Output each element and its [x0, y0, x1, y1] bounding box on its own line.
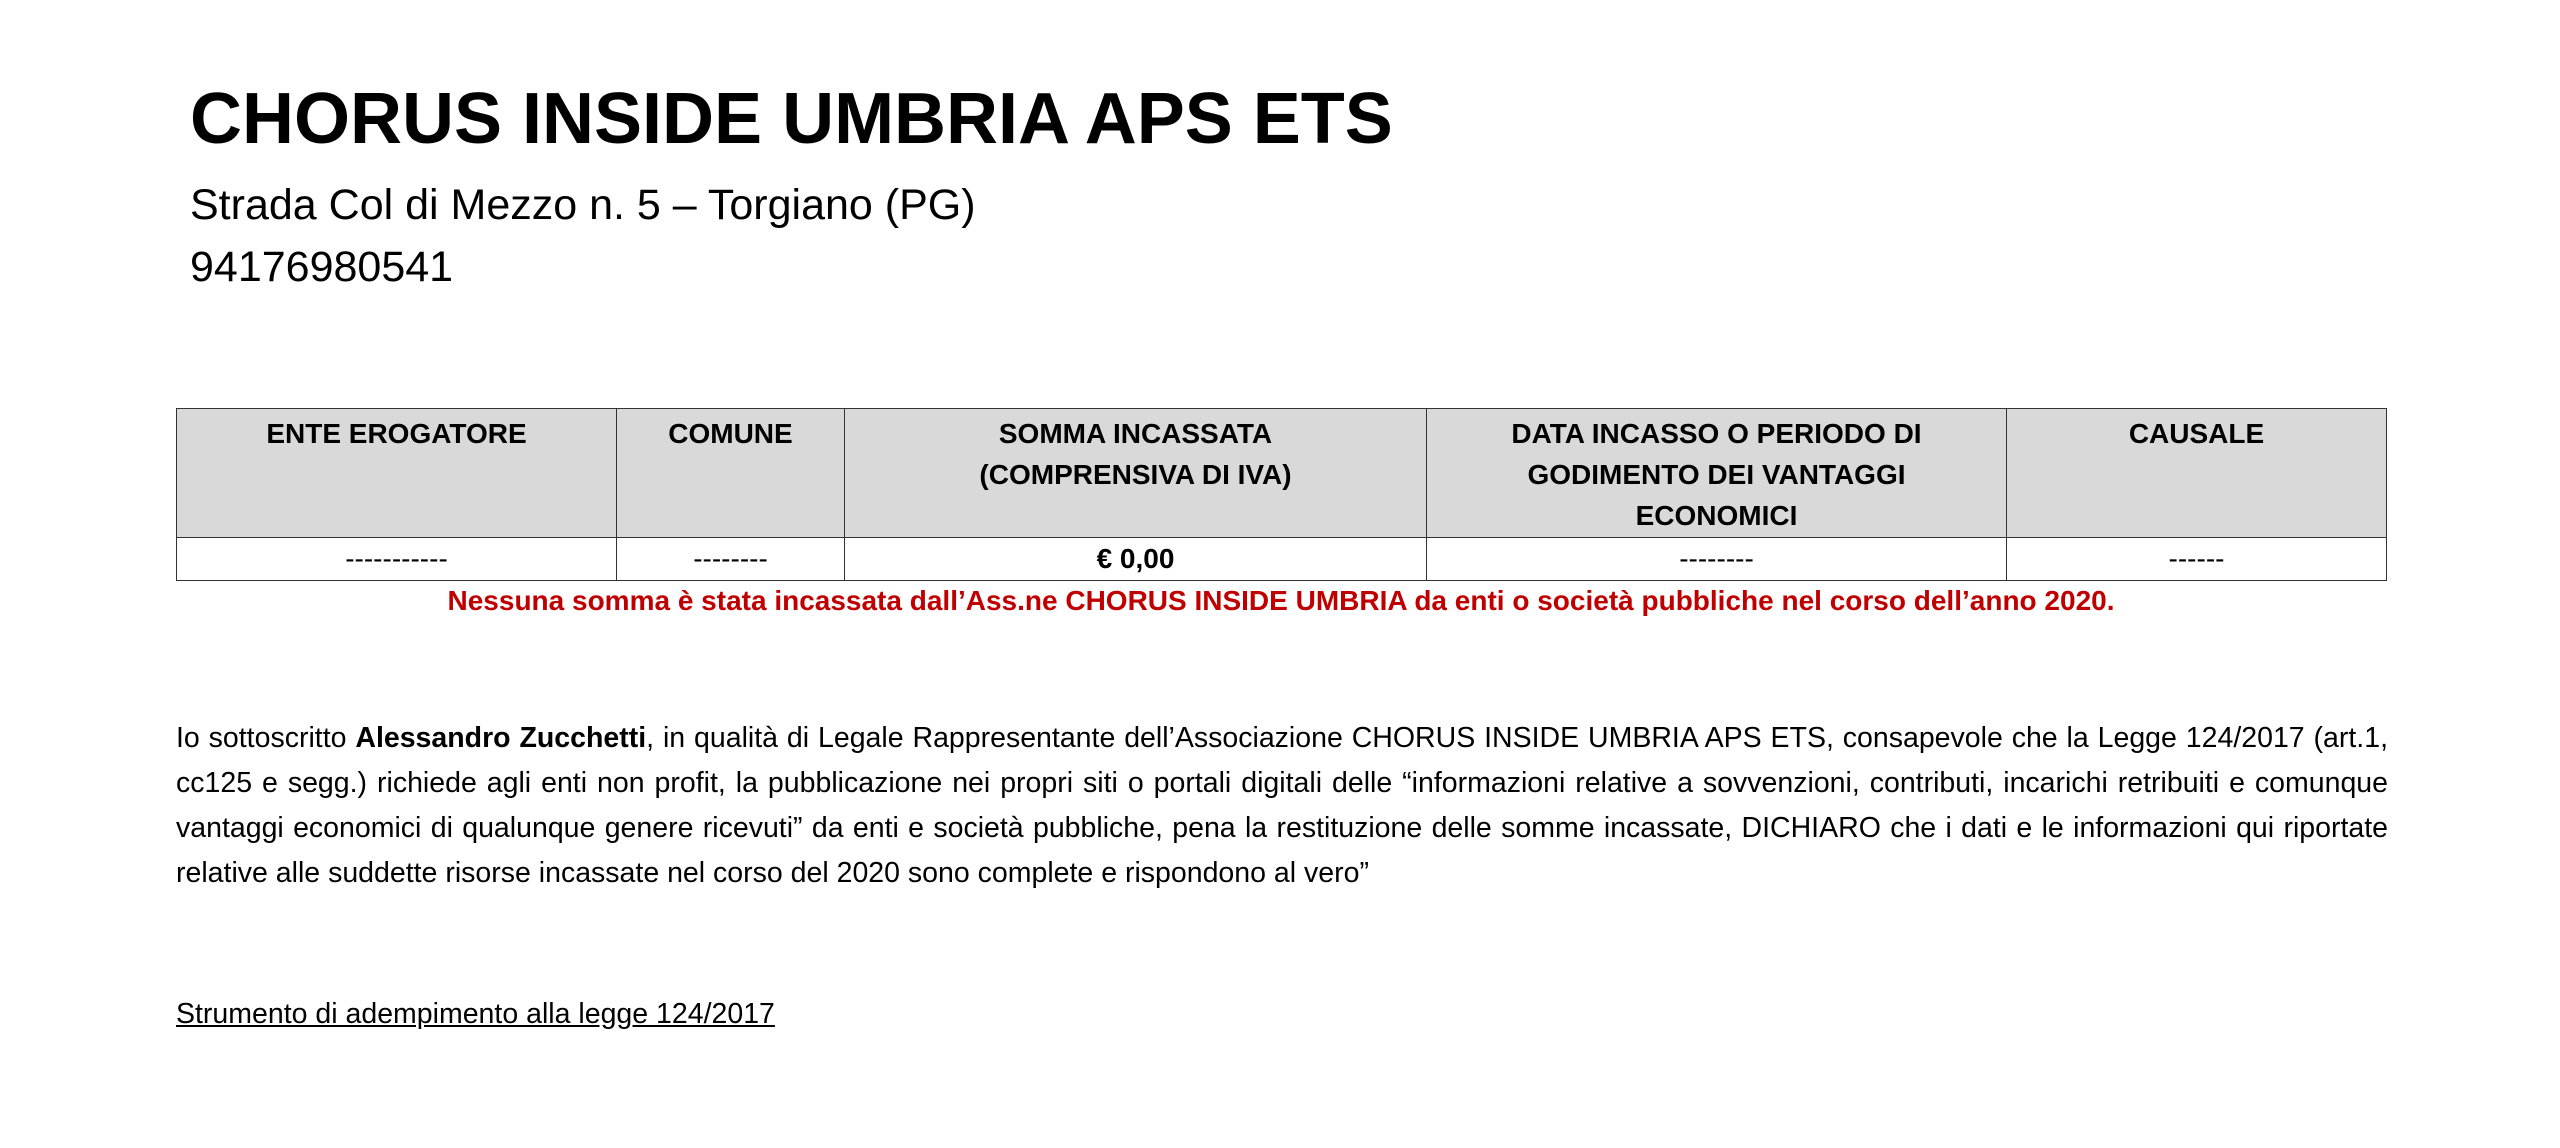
- column-header-line: (COMPRENSIVA DI IVA): [979, 459, 1292, 490]
- column-header-data-incasso: [1427, 409, 2007, 538]
- column-header-line: DATA INCASSO O PERIODO DI: [1511, 418, 1922, 449]
- no-funds-notice: Nessuna somma è stata incassata dall’Ass.ne CHORUS INSIDE UMBRIA da enti o società pubbliche nel corso dell’anno 2020.: [447, 585, 2115, 616]
- cell-comune: --------: [617, 538, 845, 581]
- column-header-line: ECONOMICI: [1635, 500, 1798, 531]
- column-header-comune: [617, 409, 845, 538]
- column-header-line: ENTE EROGATORE: [266, 418, 527, 449]
- column-header-line: CAUSALE: [2128, 418, 2265, 449]
- table-row: [177, 538, 2387, 581]
- law-compliance-link[interactable]: Strumento di adempimento alla legge 124/2017: [176, 998, 775, 1030]
- column-header-ente-erogatore: [177, 409, 617, 538]
- declaration-prefix: Io sottoscritto: [176, 722, 356, 754]
- column-header-causale: [2007, 409, 2387, 538]
- organization-address: Strada Col di Mezzo n. 5 – Torgiano (PG): [190, 181, 976, 229]
- column-header-line: SOMMA INCASSATA: [998, 418, 1273, 449]
- organization-tax-code: 94176980541: [190, 243, 454, 291]
- cell-ente-erogatore: -----------: [177, 538, 617, 581]
- cell-somma-incassata: € 0,00: [845, 538, 1427, 581]
- organization-name: CHORUS INSIDE UMBRIA APS ETS: [190, 79, 1393, 159]
- cell-causale: ------: [2007, 538, 2387, 581]
- column-header-line: COMUNE: [668, 418, 793, 449]
- signer-name: Alessandro Zucchetti: [355, 722, 647, 754]
- column-header-somma-incassata: [845, 409, 1427, 538]
- cell-data-incasso: --------: [1427, 538, 2007, 581]
- column-header-line: GODIMENTO DEI VANTAGGI: [1527, 459, 1906, 490]
- declaration-paragraph: [176, 716, 2388, 896]
- table-header-row: [177, 409, 2387, 538]
- grants-table: [176, 408, 2387, 581]
- declaration-body: , in qualità di Legale Rappresentante dell’Associazione CHORUS INSIDE UMBRIA APS ETS, consapevole che la Legge 124/2017 (art.1, cc125 e segg.) richiede agli enti non profit, la pubblicazione nei propri siti o portali digitali delle “informazioni relative a sovvenzioni, contributi, incarichi retribuiti e comunque vantaggi economici di qualunque genere ricevuti” da enti e società pubbliche, pena la restituzione delle somme incassate, DICHIARO che i dati e le informazioni qui riportate relative alle suddette risorse incassate nel corso del 2020 sono complete e rispondono al vero”: [176, 722, 2388, 889]
